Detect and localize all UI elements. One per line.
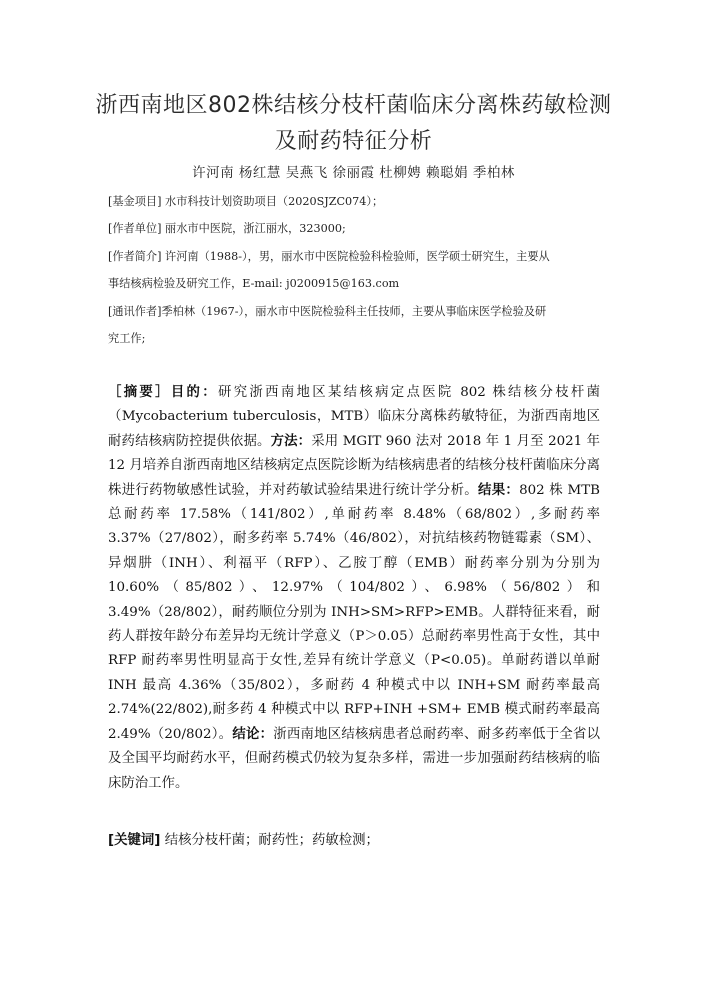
paper-title-line-1: 浙西南地区802株结核分枝杆菌临床分离株药敏检测 [95,93,612,118]
corresponding-author-line-2: 究工作; [108,332,146,345]
results-label: 结果： [478,482,520,498]
objective-text: 研究浙西南地区某结核病定点医院 802 株结核分枝杆菌（Mycobacterium tuberculosis，MTB）临床分离株药敏特征，为浙西南地区耐药结核病防控提供依据。 [108,385,601,449]
conclusion-label: 结论： [232,726,274,742]
abstract-label: ［摘要］ [108,385,171,400]
corresponding-author-line-1: [通讯作者]季柏林（1967-），丽水市中医院检验科主任技师，主要从事临床医学检验及研 [108,305,547,318]
paper-title-line-2: 及耐药特征分析 [274,129,433,154]
objective-label: 目的： [170,385,218,400]
methods-label: 方法： [270,433,312,449]
abstract [108,381,600,796]
fund-info: [基金项目] 水市科技计划资助项目（2020SJZC074）； [108,195,384,208]
keywords-text: 结核分枝杆菌；耐药性；药敏检测； [164,833,379,848]
results-text: 802 株 MTB 总耐药率 17.58%（141/802）,单耐药率 8.48%（68/802）,多耐药率 3.37%（27/802），耐多药率 5.74%（46/802），对抗结核药物链霉素（SM）、异烟肼（INH）、利福平（RFP）、乙胺丁醇（EMB）耐药率分别为分别为 10.60%（85/802）、12.97%（104/802）、6.98%（56/802）和 3.49%（28/802），耐药顺位分别为 INH>SM>RFP>EMB。人群特征来看，耐药人群按年龄分布差异均无统计学意义（P＞0.05）总耐药率男性高于女性，其中 RFP 耐药率男性明显高于女性,差异有统计学意义（P<0.05)。单耐药谱以单耐 INH 最高 4.36%（35/802），多耐药 4 种模式中以 INH+SM 耐药率最高 2.74%(22/802),耐多药 4 种模式中以 RFP+INH +SM+ EMB 模式耐药率最高 2.49%（20/802）。 [108,482,601,742]
keywords [108,829,600,853]
conclusion-text: 浙西南地区结核病患者总耐药率、耐多药率低于全省以及全国平均耐药水平，但耐药模式仍较为复杂多样，需进一步加强耐药结核病的临床防治工作。 [108,726,601,791]
author-bio-line-1: [作者简介] 许河南（1988-），男，丽水市中医院检验科检验师，医学硕士研究生，主要从 [108,250,550,263]
affiliation: [作者单位] 丽水市中医院，浙江丽水，323000; [108,222,346,235]
author-bio-line-2: 事结核病检验及研究工作，E-mail: j0200915@163.com [108,277,400,290]
methods-text: 采用 MGIT 960 法对 2018 年 1 月至 2021 年 12 月培养自浙西南地区结核病定点医院诊断为结核病患者的结核分枝杆菌临床分离株进行药物敏感性试验，并对药敏试验结果进行统计学分析。 [108,433,600,498]
author-list: 许河南 杨红慧 吴燕飞 徐丽霞 杜柳娉 赖聪娟 季柏林 [192,165,515,181]
keywords-label: [关键词] [108,833,161,848]
